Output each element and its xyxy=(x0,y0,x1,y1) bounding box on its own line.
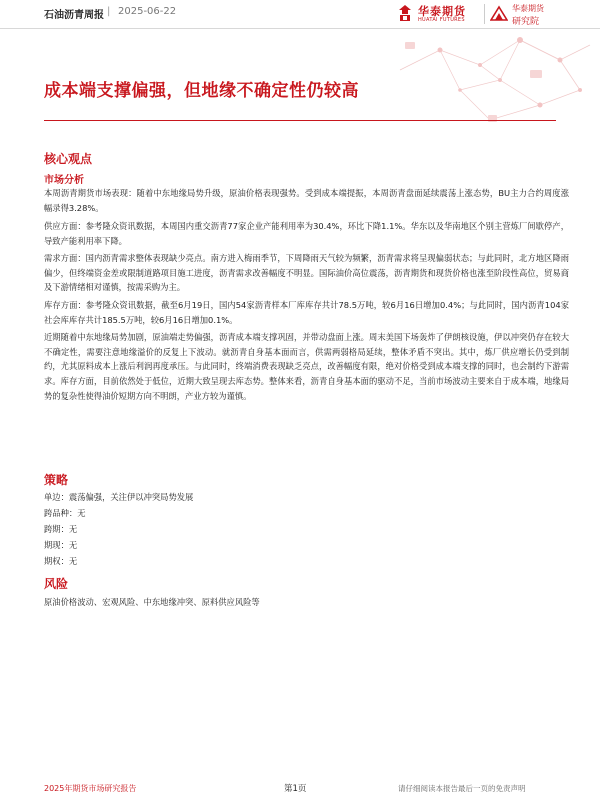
huatai-research-icon xyxy=(490,5,508,21)
market-paragraph-inventory: 库存方面：参考隆众资讯数据，截至6月19日，国内54家沥青样本厂库库存共计78.5万吨，较6月16日增加0.4%；与此同时，国内沥青104家社会库库存共计185.5万吨，较6月16日增加0.1%。 xyxy=(44,300,569,325)
market-analysis-heading: 市场分析 xyxy=(44,175,84,186)
core-view-heading: 核心观点 xyxy=(44,152,93,166)
strategy-options: 期权：无 xyxy=(44,556,78,566)
logo-primary-cn: 华泰期货 xyxy=(418,5,466,18)
strategy-heading: 策略 xyxy=(44,473,69,487)
strategy-single: 单边：震荡偏强，关注伊以冲突局势发展 xyxy=(44,492,194,502)
risk-heading: 风险 xyxy=(44,577,69,591)
report-name: 石油沥青周报 xyxy=(44,10,104,21)
logo-secondary-line1: 华泰期货 xyxy=(512,4,544,13)
strategy-calendar: 跨期：无 xyxy=(44,524,78,534)
report-date: 2025-06-22 xyxy=(118,6,177,17)
logo-primary-en: HUATAI FUTURES xyxy=(418,17,465,23)
market-paragraph-performance: 本周沥青期货市场表现：随着中东地缘局势升级，原油价格表现强势。受到成本端提振，本周沥青盘面延续震荡上涨态势，BU主力合约周度涨幅录得3.28%。 xyxy=(44,188,569,213)
risk-text: 原油价格波动、宏观风险、中东地缘冲突、原料供应风险等 xyxy=(44,597,260,607)
strategy-cross-variety: 跨品种：无 xyxy=(44,508,86,518)
logo-secondary-line2: 研究院 xyxy=(512,17,540,27)
market-paragraph-demand: 需求方面：国内沥青需求整体表现缺少亮点。南方进入梅雨季节，下周降雨天气较为频繁，沥青需求将呈现偏弱状态；与此同时，北方地区降雨偏少，但终端资金差或限制道路项目施工进度，沥青需求改善幅度不明显。国际油价高位震荡，沥青期货和现货价格也涨至阶段性高位，贸易商及下游情绪相对谨慎，按需采购为主。 xyxy=(44,253,569,293)
header-separator: | xyxy=(107,6,111,17)
market-paragraph-supply: 供应方面：参考隆众资讯数据，本周国内重交沥青77家企业产能利用率为30.4%，环比下降1.1%。华东以及华南地区个别主营炼厂间歇停产，导致产能利用率下降。 xyxy=(44,221,569,246)
market-paragraph-summary: 近期随着中东地缘局势加剧，原油端走势偏强，沥青成本端支撑巩固，并带动盘面上涨。周末美国下场轰炸了伊朗核设施，伊以冲突仍存在较大不确定性，需要注意地缘溢价的反复上下波动。就沥青自身基本面而言，供需两弱格局延续，整体矛盾不突出。其中，炼厂供应增长仍受到制约，尤其原料成本上涨后利润再度承压。与此同时，终端消费表现缺乏亮点，改善幅度有限，绝对价格受到成本端支撑的同时，也会制约下游需求。库存方面，目前依然处于低位，近期大致呈现去库态势。整体来看，沥青自身基本面的驱动不足，当前市场波动主要来自于成本端，地缘局势的复杂性使得油价短期方向不明朗，产业方较为谨慎。 xyxy=(44,332,569,401)
title-divider xyxy=(44,120,556,121)
footer-disclaimer-link[interactable]: 请仔细阅读本报告最后一页的免责声明 xyxy=(398,784,526,793)
strategy-basis: 期现：无 xyxy=(44,540,78,550)
footer-report-series: 2025年期货市场研究报告 xyxy=(44,784,137,793)
decorative-network-graphic xyxy=(380,20,600,140)
footer-page-number: 第1页 xyxy=(284,784,307,794)
report-title: 成本端支撑偏强，但地缘不确定性仍较高 xyxy=(44,81,359,101)
